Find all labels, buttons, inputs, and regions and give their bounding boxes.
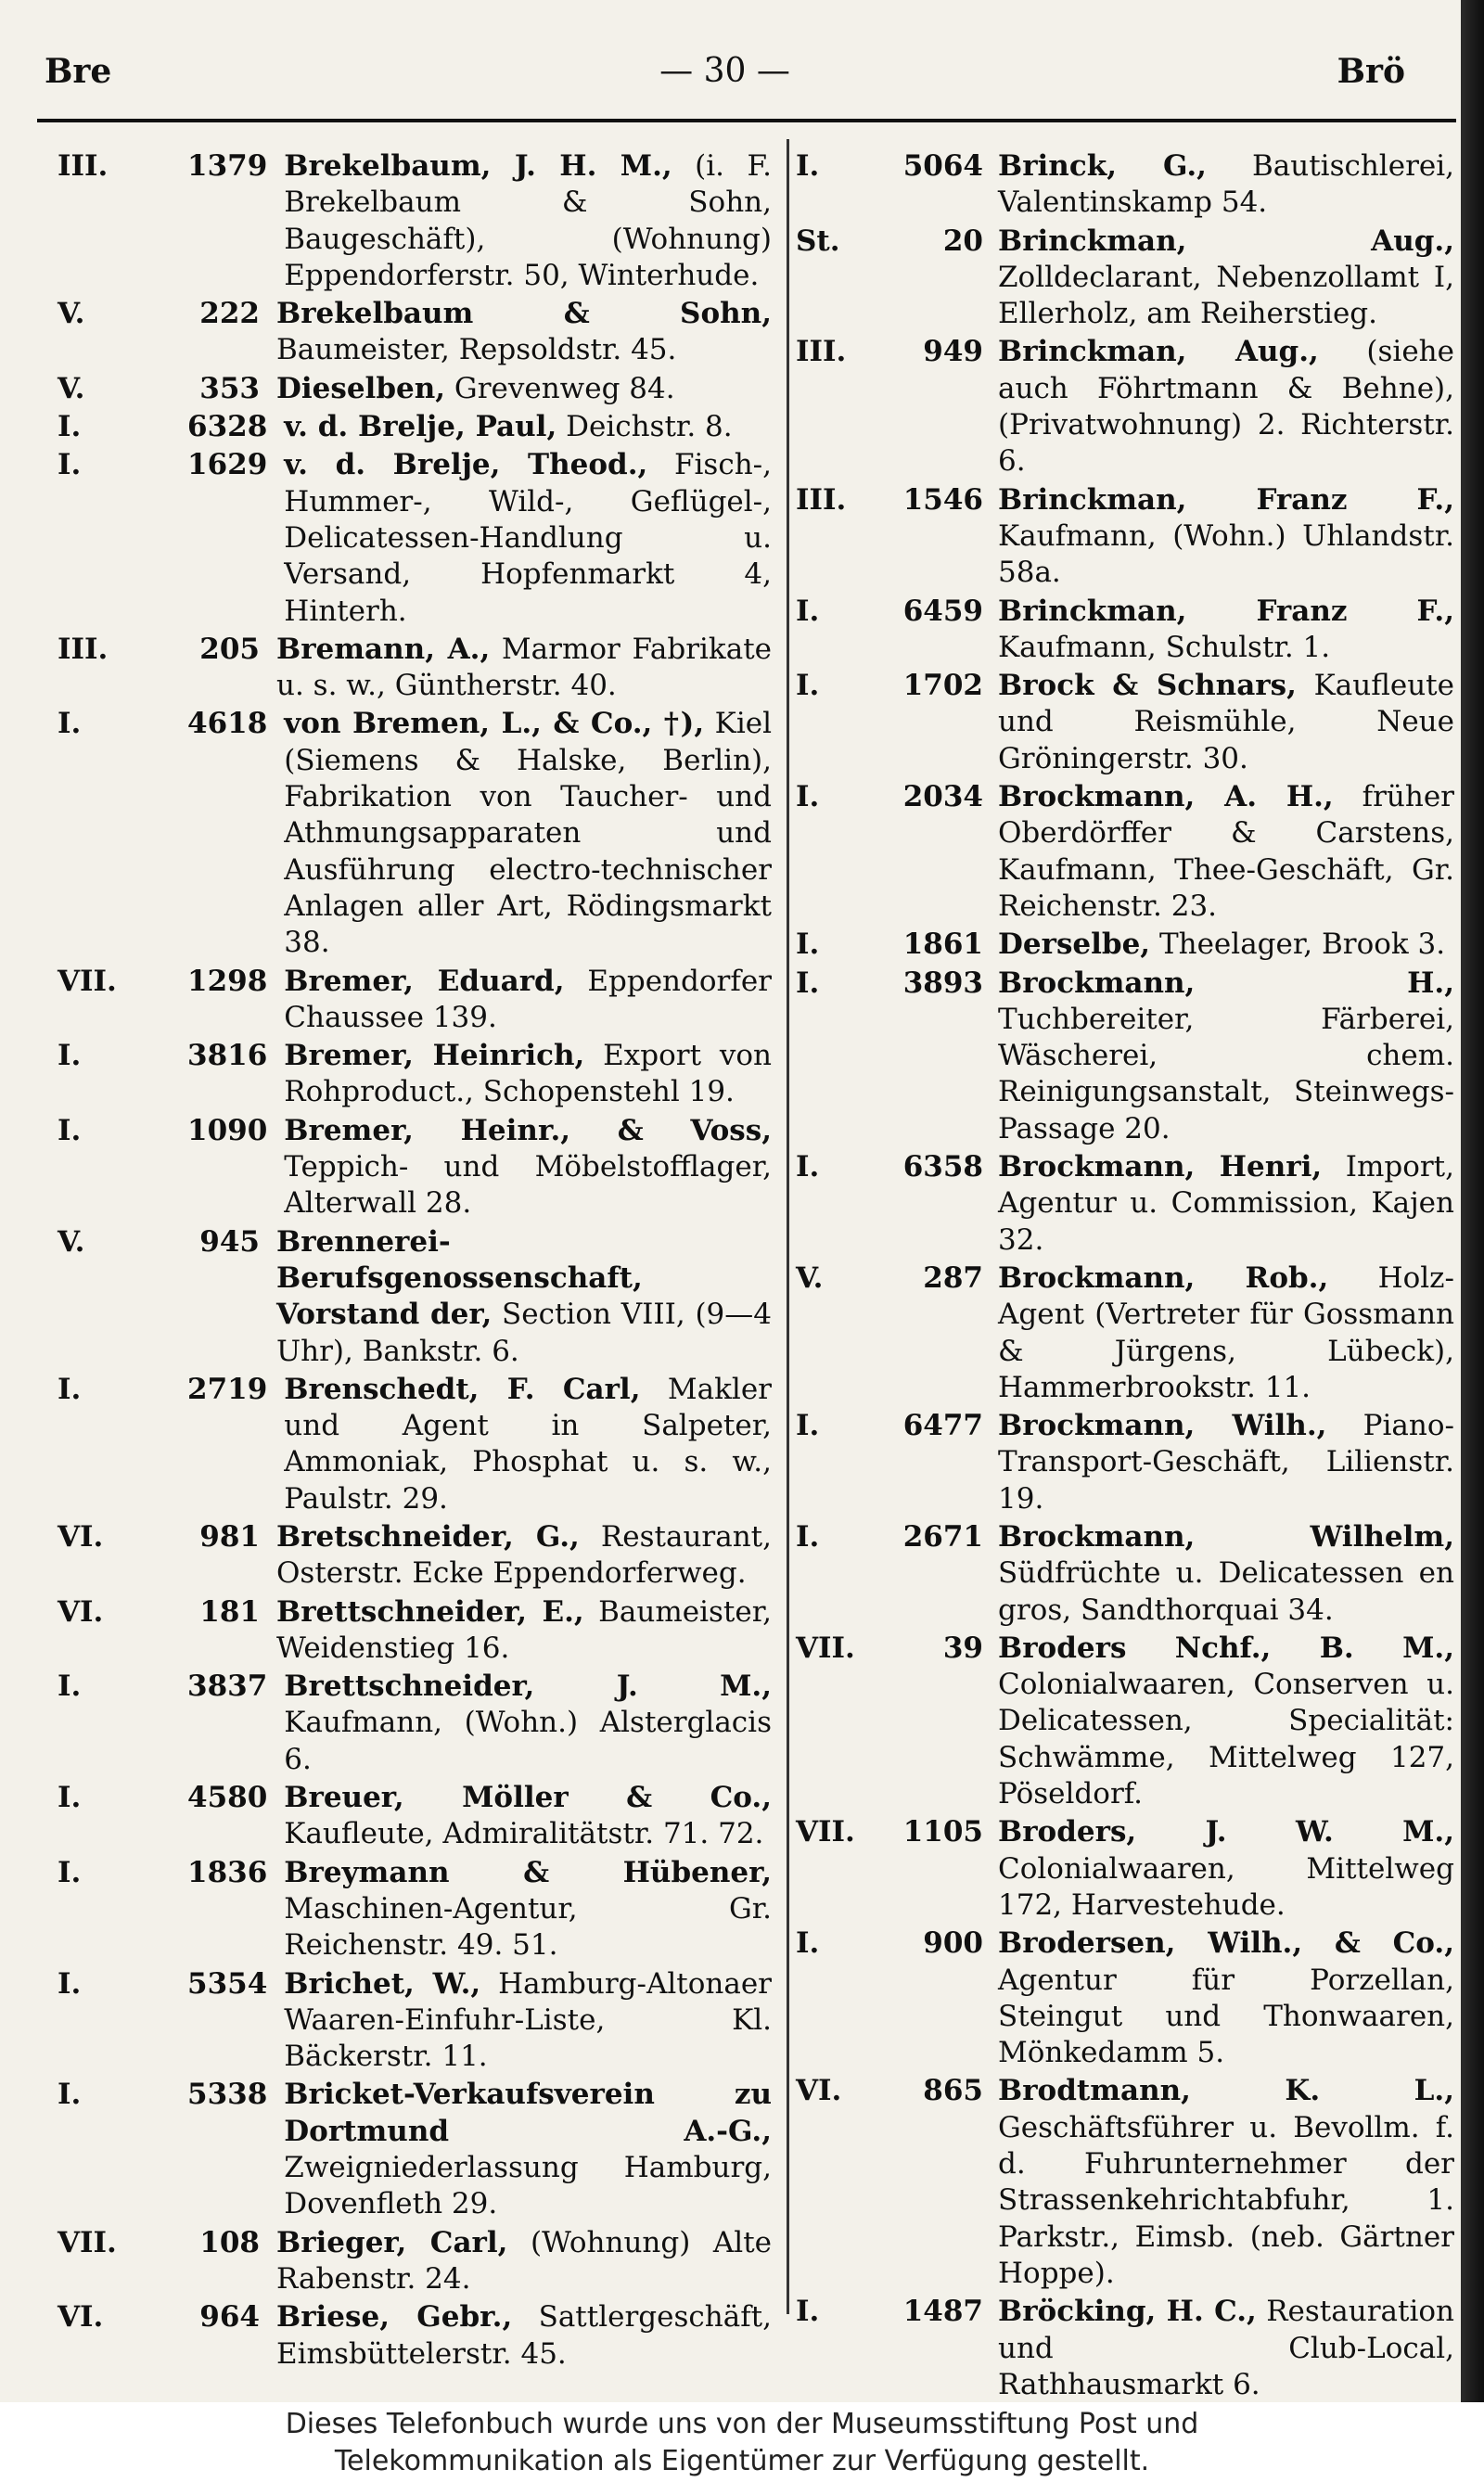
entry-text xyxy=(284,148,772,294)
entry-text xyxy=(276,2225,772,2298)
entry-text xyxy=(284,1038,772,1111)
entry-text xyxy=(284,1780,772,1853)
entry-text xyxy=(284,447,772,629)
exchange-code: I. xyxy=(796,966,820,1000)
subscriber-details: Kiel (Siemens & Halske, Berlin), Fabrikation von Taucher- und Athmungsapparaten und Ausführung electro-technischer Anlagen aller Art, Rödingsmarkt 38. xyxy=(284,707,772,960)
subscriber-name: Broders Nchf., B. M., xyxy=(998,1631,1454,1665)
directory-entry xyxy=(58,1038,772,1111)
subscriber-details: Kaufmann, (Wohn.) Alsterglacis 6. xyxy=(284,1706,772,1776)
footer-line-1: Dieses Telefonbuch wurde uns von der Museumsstiftung Post und xyxy=(285,2408,1199,2440)
exchange-code: VI. xyxy=(58,1519,104,1554)
phone-number: 20 xyxy=(942,224,983,258)
exchange-code: VII. xyxy=(58,2225,117,2259)
exchange-code: I. xyxy=(58,1670,82,1704)
subscriber-name: Brinck, G., xyxy=(998,149,1207,183)
subscriber-name: Brodersen, Wilh., & Co., xyxy=(998,1926,1454,1961)
subscriber-details: (siehe auch Föhrtmann & Behne), (Privatwohnung) 2. Richterstr. 6. xyxy=(998,335,1454,479)
subscriber-name: Bricket-Verkaufsverein zu Dortmund A.-G., xyxy=(284,2078,772,2148)
entry-text xyxy=(998,1408,1454,1517)
directory-entry xyxy=(796,224,1454,333)
phone-number: 108 xyxy=(199,2225,260,2259)
exchange-code: I. xyxy=(796,1150,820,1184)
phone-number: 4618 xyxy=(187,707,268,741)
subscriber-name: Brieger, Carl, xyxy=(276,2225,508,2259)
directory-entry xyxy=(58,1780,772,1853)
directory-entry xyxy=(58,2077,772,2222)
subscriber-details: Hamburg-Altonaer Waaren-Einfuhr-Liste, Kl. Bäckerstr. 11. xyxy=(284,1966,772,2074)
subscriber-details: Kaufmann, Schulstr. 1. xyxy=(998,630,1331,664)
subscriber-name: Dieselben, xyxy=(276,371,446,405)
directory-entry xyxy=(796,1260,1454,1406)
subscriber-details: Restaurant, Osterstr. Ecke Eppendorferweg. xyxy=(276,1519,772,1591)
entry-text xyxy=(998,1814,1454,1924)
entry-text xyxy=(276,296,772,369)
subscriber-name: Brenschedt, F. Carl, xyxy=(284,1372,641,1406)
phone-number: 2034 xyxy=(902,780,983,814)
directory-entry xyxy=(58,1224,772,1370)
subscriber-details: Import, Agentur u. Commission, Kajen 32. xyxy=(998,1150,1454,1257)
phone-number: 5338 xyxy=(187,2078,268,2112)
subscriber-details: früher Oberdörffer & Carstens, Kaufmann, Thee-Geschäft, Gr. Reichenstr. 23. xyxy=(998,780,1454,923)
subscriber-name: Brodtmann, K. L., xyxy=(998,2074,1454,2108)
phone-number: 287 xyxy=(923,1260,983,1295)
subscriber-details: Kaufleute, Admiralitätstr. 71. 72. xyxy=(284,1817,764,1851)
phone-number: 949 xyxy=(923,335,983,369)
right-column xyxy=(796,148,1454,2402)
directory-entry xyxy=(796,1631,1454,1812)
subscriber-details: Teppich- und Möbelstofflager, Alterwall 28. xyxy=(284,1150,772,1221)
phone-number: 5064 xyxy=(902,149,983,183)
entry-text xyxy=(998,1519,1454,1629)
phone-number: 2719 xyxy=(187,1372,268,1406)
directory-entry xyxy=(58,2299,772,2373)
subscriber-name: Brekelbaum & Sohn, xyxy=(276,297,772,331)
exchange-code: I. xyxy=(58,1855,82,1889)
directory-entry xyxy=(796,1149,1454,1259)
phone-number: 981 xyxy=(199,1519,260,1554)
left-column xyxy=(58,148,772,2374)
subscriber-details: Baumeister, Repsoldstr. 45. xyxy=(276,333,677,367)
directory-entry xyxy=(796,1814,1454,1924)
phone-number: 222 xyxy=(199,297,260,331)
entry-text xyxy=(998,148,1454,222)
directory-entry xyxy=(58,409,772,445)
phone-number: 39 xyxy=(942,1631,983,1665)
exchange-code: III. xyxy=(796,335,847,369)
entry-text xyxy=(284,1669,772,1778)
directory-entry xyxy=(58,1594,772,1668)
phone-number: 1487 xyxy=(902,2295,983,2329)
subscriber-name: v. d. Brelje, Paul, xyxy=(284,410,557,444)
subscriber-name: Brennerei-Berufsgenossenschaft, Vorstand der, xyxy=(276,1224,643,1332)
subscriber-details: Fisch-, Hummer-, Wild-, Geflügel-, Delicatessen-Handlung u. Versand, Hopfenmarkt 4, Hinterh. xyxy=(284,448,772,628)
phone-number: 3816 xyxy=(187,1039,268,1073)
subscriber-details: Colonialwaaren, Conserven u. Delicatessen, Specialität: Schwämme, Mittelweg 127, Pöseldorf. xyxy=(998,1668,1454,1811)
phone-number: 1090 xyxy=(187,1113,268,1147)
phone-number: 1379 xyxy=(187,149,268,183)
phone-number: 1861 xyxy=(902,928,983,962)
phone-number: 1702 xyxy=(902,669,983,703)
subscriber-name: Brockmann, Wilh., xyxy=(998,1409,1327,1443)
phone-number: 3837 xyxy=(187,1670,268,1704)
exchange-code: VII. xyxy=(58,964,117,998)
entry-text xyxy=(998,1260,1454,1406)
directory-entry xyxy=(58,1113,772,1222)
directory-entry xyxy=(796,334,1454,480)
column-divider xyxy=(787,139,789,2314)
exchange-code: VII. xyxy=(796,1815,855,1849)
subscriber-name: Bröcking, H. C., xyxy=(998,2295,1257,2329)
subscriber-name: Brinckman, Aug., xyxy=(998,224,1454,258)
entry-text xyxy=(276,632,772,705)
header-left-keyword: Bre xyxy=(45,52,112,91)
subscriber-name: Brockmann, H., xyxy=(998,966,1454,1000)
exchange-code: VII. xyxy=(796,1631,855,1665)
subscriber-name: v. d. Brelje, Theod., xyxy=(284,448,648,482)
directory-entry xyxy=(796,1519,1454,1629)
page-edge xyxy=(1461,0,1484,2402)
subscriber-name: Breymann & Hübener, xyxy=(284,1855,772,1889)
page-number: — 30 — xyxy=(659,52,790,90)
subscriber-details: Theelager, Brook 3. xyxy=(1150,928,1446,962)
directory-entry xyxy=(58,2225,772,2298)
directory-entry xyxy=(58,1966,772,2076)
subscriber-details: Grevenweg 84. xyxy=(445,371,675,405)
subscriber-details: Maschinen-Agentur, Gr. Reichenstr. 49. 51. xyxy=(284,1891,772,1963)
phone-number: 1836 xyxy=(187,1855,268,1889)
header-right-keyword: Brö xyxy=(1337,52,1405,91)
directory-entry xyxy=(58,1519,772,1593)
subscriber-details: Eppendorfer Chaussee 139. xyxy=(284,964,772,1034)
directory-entry xyxy=(796,668,1454,777)
phone-number: 5354 xyxy=(187,1966,268,2001)
exchange-code: III. xyxy=(796,482,847,517)
directory-entry xyxy=(58,148,772,294)
exchange-code: I. xyxy=(58,410,82,444)
entry-text xyxy=(284,964,772,1037)
exchange-code: I. xyxy=(58,448,82,482)
exchange-code: I. xyxy=(796,2295,820,2329)
directory-entry xyxy=(796,148,1454,222)
exchange-code: III. xyxy=(58,632,109,666)
subscriber-name: Brettschneider, J. M., xyxy=(284,1670,772,1704)
subscriber-details: Deichstr. 8. xyxy=(556,410,733,444)
directory-entry xyxy=(796,482,1454,592)
directory-entry xyxy=(58,1372,772,1517)
directory-entry xyxy=(58,1669,772,1778)
subscriber-details: Marmor Fabrikate u. s. w., Güntherstr. 40. xyxy=(276,632,772,703)
subscriber-details: Zolldeclarant, Nebenzollamt I, Ellerholz, am Reiherstieg. xyxy=(998,260,1454,331)
exchange-code: V. xyxy=(58,1224,85,1259)
exchange-code: I. xyxy=(796,780,820,814)
entry-text xyxy=(276,2299,772,2373)
subscriber-details: Bautischlerei, Valentinskamp 54. xyxy=(998,149,1455,220)
entry-text xyxy=(284,1113,772,1222)
subscriber-details: Kaufmann, (Wohn.) Uhlandstr. 58a. xyxy=(998,518,1454,590)
subscriber-details: Piano-Transport-Geschäft, Lilienstr. 19. xyxy=(998,1409,1454,1516)
footer-notice xyxy=(0,2402,1484,2482)
directory-entry xyxy=(796,1925,1454,2071)
subscriber-name: Briese, Gebr., xyxy=(276,2300,513,2335)
phone-number: 1546 xyxy=(902,482,983,517)
subscriber-details: Baumeister, Weidenstieg 16. xyxy=(276,1594,773,1665)
directory-entry xyxy=(796,2073,1454,2292)
directory-entry xyxy=(58,371,772,407)
subscriber-details: Colonialwaaren, Mittelweg 172, Harvestehude. xyxy=(998,1851,1454,1922)
entry-text xyxy=(284,1855,772,1964)
running-head xyxy=(45,52,1405,108)
footer-line-2: Telekommunikation als Eigentümer zur Verfügung gestellt. xyxy=(334,2445,1150,2477)
directory-entry xyxy=(796,779,1454,925)
subscriber-name: Bremann, A., xyxy=(276,632,491,666)
directory-entry xyxy=(796,1408,1454,1517)
subscriber-details: Export von Rohproduct., Schopenstehl 19. xyxy=(284,1039,772,1109)
phone-number: 181 xyxy=(199,1594,260,1629)
entry-text xyxy=(998,2294,1454,2402)
subscriber-name: Brettschneider, E., xyxy=(276,1594,584,1629)
entry-text xyxy=(998,594,1454,667)
exchange-code: I. xyxy=(796,669,820,703)
entry-text xyxy=(998,779,1454,925)
directory-entry xyxy=(58,964,772,1037)
subscriber-details: Zweigniederlassung Hamburg, Dovenfleth 29. xyxy=(284,2151,772,2221)
directory-entry xyxy=(796,594,1454,667)
subscriber-name: Brichet, W., xyxy=(284,1966,481,2001)
phone-number: 6358 xyxy=(902,1150,983,1184)
entry-text xyxy=(998,668,1454,777)
subscriber-name: Brockmann, A. H., xyxy=(998,780,1334,814)
subscriber-name: Brockmann, Wilhelm, xyxy=(998,1519,1454,1554)
entry-text xyxy=(998,334,1454,480)
entry-text xyxy=(998,2073,1454,2292)
directory-entry xyxy=(58,706,772,961)
directory-entry xyxy=(58,296,772,369)
subscriber-details: Holz-Agent (Vertreter für Gossmann & Jürgens, Lübeck), Hammerbrookstr. 11. xyxy=(998,1260,1454,1404)
exchange-code: I. xyxy=(58,1372,82,1406)
exchange-code: VI. xyxy=(796,2074,842,2108)
exchange-code: I. xyxy=(58,2078,82,2112)
subscriber-name: Brinckman, Franz F., xyxy=(998,482,1454,517)
subscriber-details: (Wohnung) Alte Rabenstr. 24. xyxy=(276,2225,772,2296)
subscriber-details: (i. F. Brekelbaum & Sohn, Baugeschäft), (Wohnung) Eppendorferstr. 50, Winterhude. xyxy=(284,149,773,292)
phone-number: 205 xyxy=(199,632,260,666)
subscriber-name: Brinckman, Aug., xyxy=(998,335,1319,369)
exchange-code: V. xyxy=(58,371,85,405)
subscriber-name: Broders, J. W. M., xyxy=(998,1815,1454,1849)
entry-text xyxy=(998,1925,1454,2071)
subscriber-details: Tuchbereiter, Färberei, Wäscherei, chem. Reinigungsanstalt, Steinwegs-Passage 20. xyxy=(998,1002,1454,1145)
phone-number: 4580 xyxy=(187,1781,268,1815)
subscriber-name: Breuer, Möller & Co., xyxy=(284,1781,772,1815)
subscriber-details: Südfrüchte u. Delicatessen en gros, Sandthorquai 34. xyxy=(998,1556,1454,1627)
phone-number: 1629 xyxy=(187,448,268,482)
directory-entry xyxy=(58,1855,772,1964)
phone-number: 6459 xyxy=(902,594,983,628)
exchange-code: I. xyxy=(58,1113,82,1147)
entry-text xyxy=(998,966,1454,1147)
entry-text xyxy=(276,1519,772,1593)
subscriber-details: Kaufleute und Reismühle, Neue Gröningerstr. 30. xyxy=(998,669,1454,775)
phone-number: 964 xyxy=(199,2300,260,2335)
entry-text xyxy=(284,2077,772,2222)
entry-text xyxy=(998,224,1454,333)
exchange-code: VI. xyxy=(58,2300,104,2335)
subscriber-details: Geschäftsführer u. Bevollm. f. d. Fuhrunternehmer der Strassenkehrichtabfuhr, 1. Parkstr., Eimsb. (neb. Gärtner Hoppe). xyxy=(998,2110,1454,2290)
entry-text xyxy=(998,1631,1454,1812)
exchange-code: V. xyxy=(58,297,85,331)
subscriber-details: Sattlergeschäft, Eimsbüttelerstr. 45. xyxy=(276,2300,772,2371)
exchange-code: I. xyxy=(58,1781,82,1815)
exchange-code: I. xyxy=(796,928,820,962)
directory-entry xyxy=(58,632,772,705)
entry-text xyxy=(284,1966,772,2076)
entry-text xyxy=(284,409,772,445)
subscriber-details: Agentur für Porzellan, Steingut und Thonwaaren, Mönkedamm 5. xyxy=(998,1963,1454,2070)
phone-number: 2671 xyxy=(902,1519,983,1554)
phone-number: 865 xyxy=(923,2074,983,2108)
subscriber-name: Derselbe, xyxy=(998,928,1151,962)
exchange-code: VI. xyxy=(58,1594,104,1629)
exchange-code: I. xyxy=(58,707,82,741)
entry-text xyxy=(998,482,1454,592)
subscriber-name: Brock & Schnars, xyxy=(998,669,1297,703)
subscriber-name: Bretschneider, G., xyxy=(276,1519,580,1554)
subscriber-name: Brekelbaum, J. H. M., xyxy=(284,149,672,183)
phone-number: 6477 xyxy=(902,1409,983,1443)
subscriber-name: Bremer, Heinrich, xyxy=(284,1039,585,1073)
directory-entry xyxy=(796,2294,1454,2402)
subscriber-details: Section VIII, (9—4 Uhr), Bankstr. 6. xyxy=(276,1298,772,1368)
entry-text xyxy=(276,1224,772,1370)
exchange-code: I. xyxy=(58,1039,82,1073)
entry-text xyxy=(284,706,772,961)
subscriber-name: Brockmann, Henri, xyxy=(998,1150,1323,1184)
entry-text xyxy=(998,1149,1454,1259)
exchange-code: I. xyxy=(796,1926,820,1961)
directory-entry xyxy=(796,966,1454,1147)
subscriber-name: Brinckman, Franz F., xyxy=(998,594,1454,628)
exchange-code: III. xyxy=(58,149,109,183)
exchange-code: I. xyxy=(796,594,820,628)
phone-number: 3893 xyxy=(902,966,983,1000)
subscriber-name: von Bremen, L., & Co., †), xyxy=(284,707,705,741)
phone-number: 6328 xyxy=(187,410,268,444)
subscriber-name: Bremer, Eduard, xyxy=(284,964,565,998)
exchange-code: V. xyxy=(796,1260,824,1295)
phone-number: 1298 xyxy=(187,964,268,998)
exchange-code: I. xyxy=(796,1409,820,1443)
directory-entry xyxy=(796,927,1454,963)
subscriber-details: Makler und Agent in Salpeter, Ammoniak, Phosphat u. s. w., Paulstr. 29. xyxy=(284,1372,772,1516)
entry-text xyxy=(284,1372,772,1517)
exchange-code: I. xyxy=(796,1519,820,1554)
directory-entry xyxy=(58,447,772,629)
phone-number: 1105 xyxy=(902,1815,983,1849)
entry-text xyxy=(276,371,772,407)
subscriber-name: Bremer, Heinr., & Voss, xyxy=(284,1113,772,1147)
exchange-code: St. xyxy=(796,224,840,258)
exchange-code: I. xyxy=(58,1966,82,2001)
subscriber-name: Brockmann, Rob., xyxy=(998,1260,1329,1295)
phone-number: 900 xyxy=(923,1926,983,1961)
phone-number: 945 xyxy=(199,1224,260,1259)
exchange-code: I. xyxy=(796,149,820,183)
entry-text xyxy=(998,927,1454,963)
entry-text xyxy=(276,1594,772,1668)
header-rule xyxy=(37,119,1456,122)
subscriber-details: Restauration und Club-Local, Rathhausmarkt 6. xyxy=(998,2295,1455,2401)
phone-number: 353 xyxy=(199,371,260,405)
